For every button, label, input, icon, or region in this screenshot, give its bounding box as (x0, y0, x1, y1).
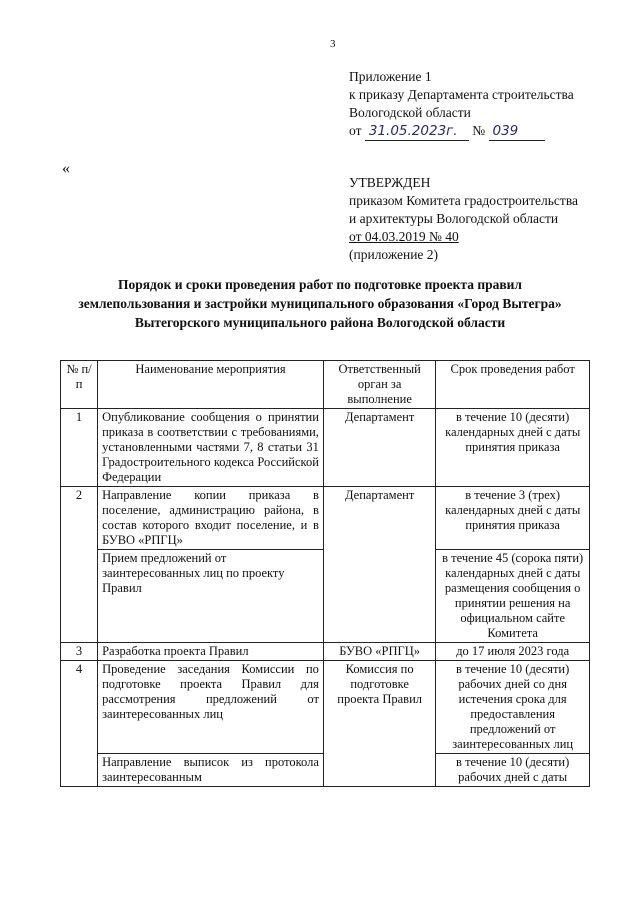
header-resp: Ответственный орган за выполнение (323, 361, 435, 409)
page-number: 3 (330, 38, 336, 50)
appendix-date-line (349, 122, 574, 141)
row-num: 1 (61, 409, 98, 487)
table-row (61, 643, 590, 661)
row-resp: Департамент (323, 487, 435, 550)
appendix-block (349, 68, 574, 141)
approved-line-2: и архитектуры Вологодской области (349, 211, 559, 226)
table-subrow (61, 550, 590, 643)
table-row (61, 487, 590, 550)
row-name: Разработка проекта Правил (98, 643, 324, 661)
handwritten-number: 039 (489, 122, 545, 141)
title-line-3: Вытегорского муниципального района Вологодской области (134, 315, 506, 330)
row-name: Прием предложений от заинтересованных лиц по проекту Правил (98, 550, 324, 643)
approved-date-line: от 04.03.2019 № 40 (349, 229, 459, 244)
appendix-line-1: Приложение 1 (349, 69, 432, 84)
row-resp: Комиссия по подготовке проекта Правил (323, 661, 435, 754)
from-label: от (349, 123, 362, 138)
row-resp: Департамент (323, 409, 435, 487)
table-row (61, 661, 590, 754)
approved-heading: УТВЕРЖДЕН (349, 175, 431, 190)
schedule-table (60, 360, 590, 787)
document-title (60, 275, 580, 332)
row-term: в течение 10 (десяти) календарных дней с даты принятия приказа (436, 409, 590, 487)
row-name: Направление копии приказа в поселение, администрацию района, в состав которого входит поселение, и в БУВО «РПГЦ» (98, 487, 324, 550)
title-line-2: землепользования и застройки муниципального образования «Город Вытегра» (78, 296, 562, 311)
row-resp: БУВО «РПГЦ» (323, 643, 435, 661)
header-name: Наименование мероприятия (98, 361, 324, 409)
quote-mark: « (62, 160, 70, 177)
appendix-line-2: к приказу Департамента строительства (349, 87, 574, 102)
row-term: до 17 июля 2023 года (436, 643, 590, 661)
table-header-row (61, 361, 590, 409)
approved-note: (приложение 2) (349, 247, 439, 262)
header-num: № п/п (61, 361, 98, 409)
title-line-1: Порядок и сроки проведения работ по подготовке проекта правил (117, 277, 522, 292)
row-term: в течение 10 (десяти) рабочих дней с даты (436, 754, 590, 787)
table-row (61, 409, 590, 487)
row-name: Проведение заседания Комиссии по подготовке проекта Правил для рассмотрения предложений от заинтересованных лиц (98, 661, 324, 754)
appendix-line-3: Вологодской области (349, 105, 471, 120)
approved-line-1: приказом Комитета градостроительства (349, 193, 579, 208)
row-term: в течение 45 (сорока пяти) календарных дней с даты размещения сообщения о принятии решения на официальном сайте Комитета (436, 550, 590, 643)
row-num: 3 (61, 643, 98, 661)
row-term: в течение 10 (десяти) рабочих дней со дня истечения срока для предоставления предложений от заинтересованных лиц (436, 661, 590, 754)
row-name: Опубликование сообщения о принятии приказа в соответствии с требованиями, установленными частями 7, 8 статьи 31 Градостроительного кодекса Российской Федерации (98, 409, 324, 487)
row-num: 4 (61, 661, 98, 787)
row-resp-empty (323, 550, 435, 643)
handwritten-date: 31.05.2023г. (365, 122, 469, 141)
header-term: Срок проведения работ (436, 361, 590, 409)
approved-block (349, 174, 578, 264)
number-label: № (472, 123, 486, 138)
row-resp-empty (323, 754, 435, 787)
row-name: Направление выписок из протокола заинтересованным (98, 754, 324, 787)
row-term: в течение 3 (трех) календарных дней с даты принятия приказа (436, 487, 590, 550)
row-num: 2 (61, 487, 98, 643)
table-subrow (61, 754, 590, 787)
